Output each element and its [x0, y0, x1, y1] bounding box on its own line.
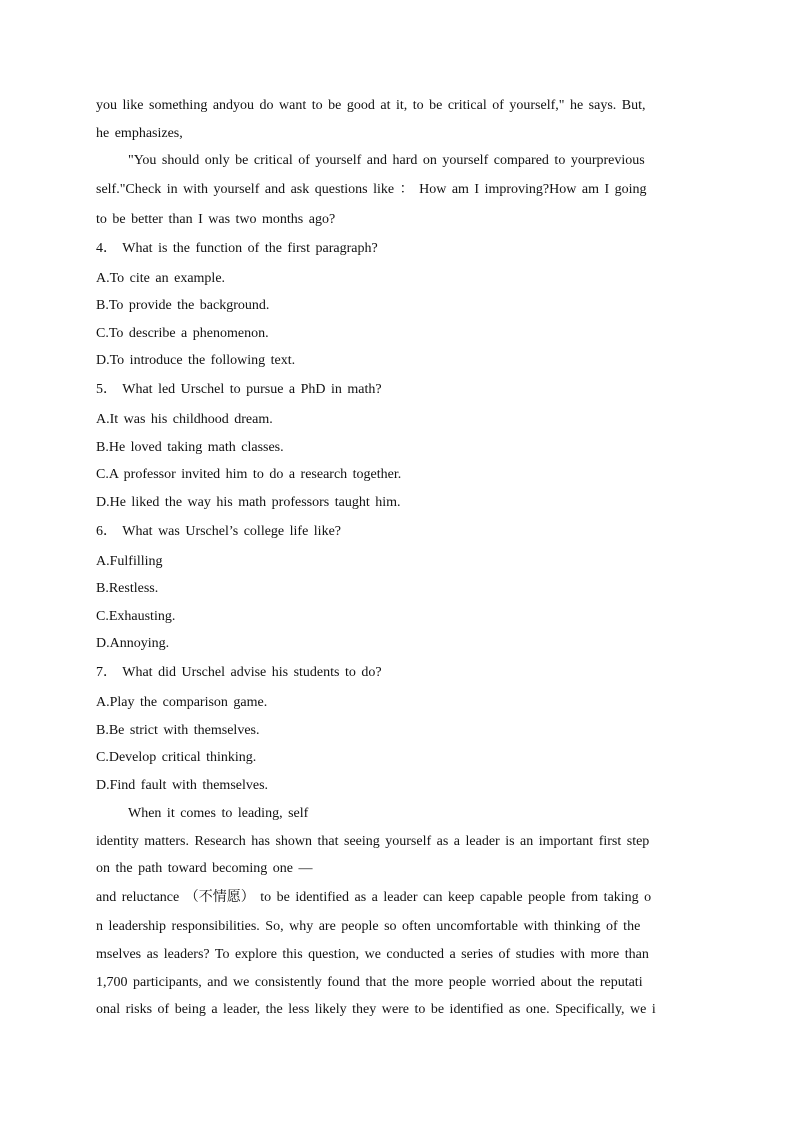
question-stem: 5． What led Urschel to pursue a PhD in math? [96, 382, 382, 397]
answer-option: B.He loved taking math classes. [96, 440, 284, 455]
answer-option: B.To provide the background. [96, 298, 270, 313]
answer-option: B.Be strict with themselves. [96, 723, 260, 738]
answer-option: D.To introduce the following text. [96, 353, 296, 368]
answer-option: A.Play the comparison game. [96, 695, 268, 710]
answer-option: C.Develop critical thinking. [96, 750, 257, 765]
question-stem: 7． What did Urschel advise his students to do? [96, 665, 382, 680]
answer-option: B.Restless. [96, 581, 159, 596]
answer-option: A.Fulfilling [96, 554, 163, 569]
passage-line: and reluctance （不情愿） to be identified as a leader can keep capable people from taking o [96, 890, 652, 905]
answer-option: D.Find fault with themselves. [96, 778, 269, 793]
answer-option: C.Exhausting. [96, 609, 176, 624]
answer-option: A.To cite an example. [96, 271, 226, 286]
passage-line: "You should only be critical of yourself and hard on yourself compared to yourprevious [128, 153, 645, 168]
answer-option: C.A professor invited him to do a research together. [96, 467, 402, 482]
question-stem: 4． What is the function of the first paragraph? [96, 241, 378, 256]
passage-line: to be better than I was two months ago? [96, 212, 336, 227]
passage-line: identity matters. Research has shown that seeing yourself as a leader is an important first step [96, 834, 650, 849]
passage-line: When it comes to leading, self [128, 806, 309, 821]
passage-line: mselves as leaders? To explore this question, we conducted a series of studies with more than [96, 947, 649, 962]
passage-line: 1,700 participants, and we consistently found that the more people worried about the reputati [96, 975, 643, 990]
passage-line: he emphasizes, [96, 126, 183, 141]
answer-option: D.He liked the way his math professors taught him. [96, 495, 401, 510]
answer-option: D.Annoying. [96, 636, 170, 651]
passage-line: self."Check in with yourself and ask questions like ： How am I improving?How am I going [96, 182, 647, 197]
passage-line: n leadership responsibilities. So, why are people so often uncomfortable with thinking of the [96, 919, 641, 934]
passage-line: onal risks of being a leader, the less likely they were to be identified as one. Specifically, we i [96, 1002, 656, 1017]
passage-line: you like something andyou do want to be good at it, to be critical of yourself," he says. But, [96, 98, 646, 113]
question-stem: 6． What was Urschel’s college life like? [96, 524, 341, 539]
answer-option: A.It was his childhood dream. [96, 412, 273, 427]
answer-option: C.To describe a phenomenon. [96, 326, 269, 341]
passage-line: on the path toward becoming one — [96, 861, 313, 876]
